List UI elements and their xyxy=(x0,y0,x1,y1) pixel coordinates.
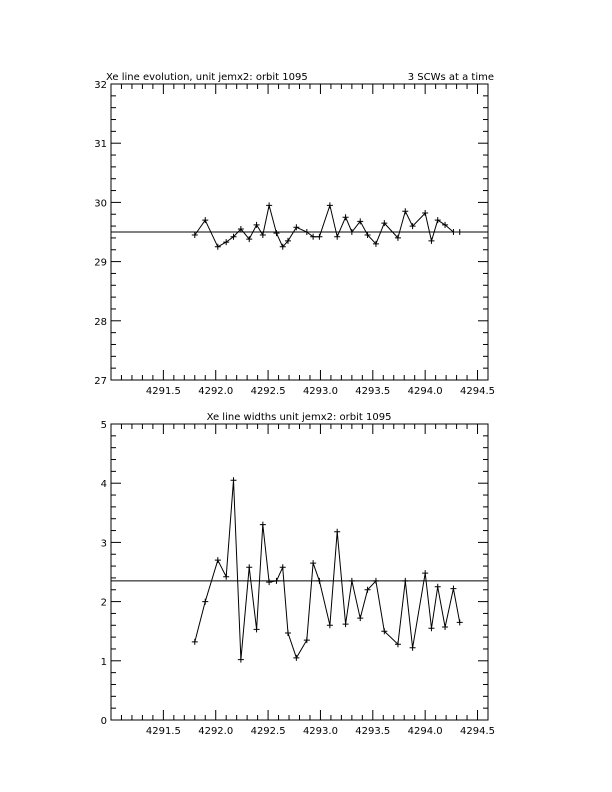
chart-evolution-data-point xyxy=(293,224,299,230)
chart-evolution-marks xyxy=(94,80,495,397)
chart-widths-series-line xyxy=(195,480,460,659)
chart-widths-data-point xyxy=(422,570,428,576)
chart-widths-x-tick-label: 4292.0 xyxy=(198,726,234,737)
chart-widths-data-point xyxy=(428,625,434,631)
chart-widths-data-point xyxy=(442,624,448,630)
chart-evolution-data-point xyxy=(435,217,441,223)
chart-widths-data-point xyxy=(310,560,316,566)
chart-widths-data-point xyxy=(254,626,260,632)
chart-evolution-data-point xyxy=(428,238,434,244)
chart-widths-data-point xyxy=(334,529,340,535)
chart-widths-data-point xyxy=(402,578,408,584)
chart-widths-x-tick-label: 4291.5 xyxy=(145,726,181,737)
chart-widths-data-point xyxy=(260,522,266,528)
chart-evolution-x-tick-label: 4291.5 xyxy=(145,386,181,397)
chart-widths-data-point xyxy=(304,637,310,643)
chart-widths-x-tick-label: 4293.5 xyxy=(355,726,391,737)
chart-widths-data-point xyxy=(316,578,322,584)
chart-evolution-data-point xyxy=(273,230,279,236)
chart-evolution-y-tick-label: 31 xyxy=(94,139,107,151)
chart-evolution-data-point xyxy=(343,214,349,220)
chart-evolution-data-point xyxy=(316,234,322,240)
chart-evolution-subtitle: 3 SCWs at a time xyxy=(407,72,494,83)
chart-evolution xyxy=(94,72,495,397)
chart-evolution-data-point xyxy=(457,229,463,235)
chart-evolution-x-tick-label: 4293.5 xyxy=(355,386,391,397)
chart-widths-x-tick-label: 4294.5 xyxy=(460,726,496,737)
chart-widths-data-point xyxy=(285,630,291,636)
chart-widths-data-point xyxy=(192,639,198,645)
chart-widths-marks xyxy=(101,420,495,737)
chart-widths-x-tick-label: 4294.0 xyxy=(407,726,443,737)
chart-widths-data-point xyxy=(202,599,208,605)
chart-evolution-data-point xyxy=(334,234,340,240)
chart-widths-x-tick-label: 4293.0 xyxy=(302,726,338,737)
chart-evolution-title: Xe line evolution, unit jemx2: orbit 1095 xyxy=(106,72,308,83)
chart-widths-data-point xyxy=(280,564,286,570)
chart-widths-data-point xyxy=(273,578,279,584)
chart-widths-data-point xyxy=(349,578,355,584)
chart-evolution-y-tick-label: 30 xyxy=(94,198,107,210)
chart-evolution-data-point xyxy=(215,244,221,250)
chart-evolution-x-tick-label: 4292.5 xyxy=(250,386,286,397)
chart-widths-data-point xyxy=(266,579,272,585)
chart-evolution-data-point xyxy=(402,208,408,214)
chart-evolution-y-tick-label: 28 xyxy=(94,316,107,328)
chart-evolution-y-tick-label: 27 xyxy=(94,376,107,387)
chart-evolution-data-point xyxy=(266,202,272,208)
chart-evolution-x-tick-label: 4294.0 xyxy=(407,386,443,397)
chart-widths-y-tick-label: 2 xyxy=(100,597,107,609)
chart-widths-y-tick-label: 0 xyxy=(100,716,107,727)
chart-widths-data-point xyxy=(293,655,299,661)
chart-evolution-data-point xyxy=(327,202,333,208)
chart-widths-data-point xyxy=(357,615,363,621)
chart-widths-data-point xyxy=(450,586,456,592)
chart-widths-title: Xe line widths unit jemx2: orbit 1095 xyxy=(206,412,392,423)
chart-widths-y-tick-label: 5 xyxy=(100,420,107,431)
chart-evolution-x-tick-label: 4292.0 xyxy=(198,386,234,397)
chart-evolution-y-tick-label: 29 xyxy=(94,257,107,269)
chart-evolution-data-point xyxy=(260,232,266,238)
chart-widths-data-point xyxy=(238,657,244,663)
chart-evolution-y-tick-label: 32 xyxy=(94,80,107,91)
chart-evolution-x-tick-label: 4294.5 xyxy=(460,386,496,397)
chart-widths-y-tick-label: 1 xyxy=(100,656,107,668)
chart-widths-frame xyxy=(111,424,488,720)
chart-widths xyxy=(101,412,495,737)
chart-widths-data-point xyxy=(457,619,463,625)
chart-widths-data-point xyxy=(215,557,221,563)
chart-widths-data-point xyxy=(231,477,237,483)
chart-evolution-x-tick-label: 4293.0 xyxy=(302,386,338,397)
chart-widths-data-point xyxy=(223,574,229,580)
chart-widths-data-point xyxy=(435,584,441,590)
chart-widths-x-tick-label: 4292.5 xyxy=(250,726,286,737)
chart-evolution-data-point xyxy=(254,222,260,228)
chart-widths-y-tick-label: 3 xyxy=(100,538,107,550)
chart-widths-data-point xyxy=(410,645,416,651)
chart-widths-data-point xyxy=(246,564,252,570)
chart-widths-data-point xyxy=(327,622,333,628)
chart-widths-y-tick-label: 4 xyxy=(100,479,107,491)
chart-widths-data-point xyxy=(343,621,349,627)
chart-evolution-series-line xyxy=(195,205,460,246)
